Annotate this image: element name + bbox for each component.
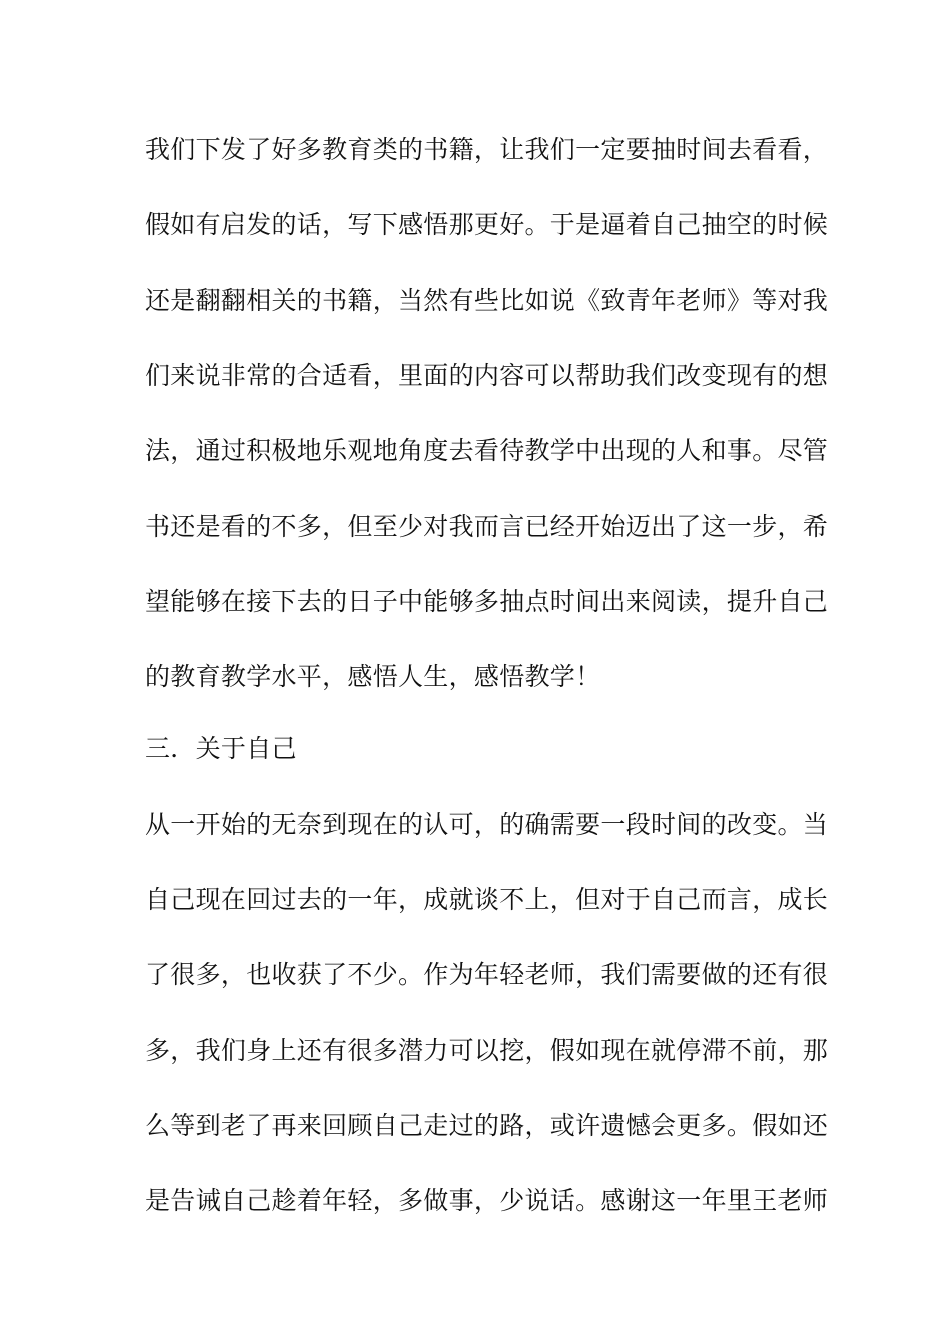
body-text-line: 书还是看的不多，但至少对我而言已经开始迈出了这一步，希 [145, 512, 829, 541]
body-text-line: 假如有启发的话，写下感悟那更好。于是逼着自己抽空的时候 [145, 210, 829, 239]
body-text-line: 多，我们身上还有很多潜力可以挖，假如现在就停滞不前，那 [145, 1036, 829, 1065]
body-text-line: 们来说非常的合适看，里面的内容可以帮助我们改变现有的想 [145, 361, 829, 390]
body-text-line: 望能够在接下去的日子中能够多抽点时间出来阅读，提升自己 [145, 587, 829, 616]
body-text-line: 还是翻翻相关的书籍，当然有些比如说《致青年老师》等对我 [145, 286, 829, 315]
body-text-line: 法，通过积极地乐观地角度去看待教学中出现的人和事。尽管 [145, 436, 829, 465]
body-text-line: 从一开始的无奈到现在的认可，的确需要一段时间的改变。当 [145, 810, 829, 839]
body-text-line: 的教育教学水平，感悟人生，感悟教学！ [145, 662, 601, 691]
body-text-line: 是告诫自己趁着年轻，多做事，少说话。感谢这一年里王老师 [145, 1186, 829, 1215]
body-text-line: 我们下发了好多教育类的书籍，让我们一定要抽时间去看看， [145, 135, 829, 164]
section-heading: 三．关于自己 [145, 734, 297, 763]
body-text-line: 自己现在回过去的一年，成就谈不上，但对于自己而言，成长 [145, 885, 829, 914]
body-text-line: 么等到老了再来回顾自己走过的路，或许遗憾会更多。假如还 [145, 1111, 829, 1140]
body-text-line: 了很多，也收获了不少。作为年轻老师，我们需要做的还有很 [145, 960, 829, 989]
